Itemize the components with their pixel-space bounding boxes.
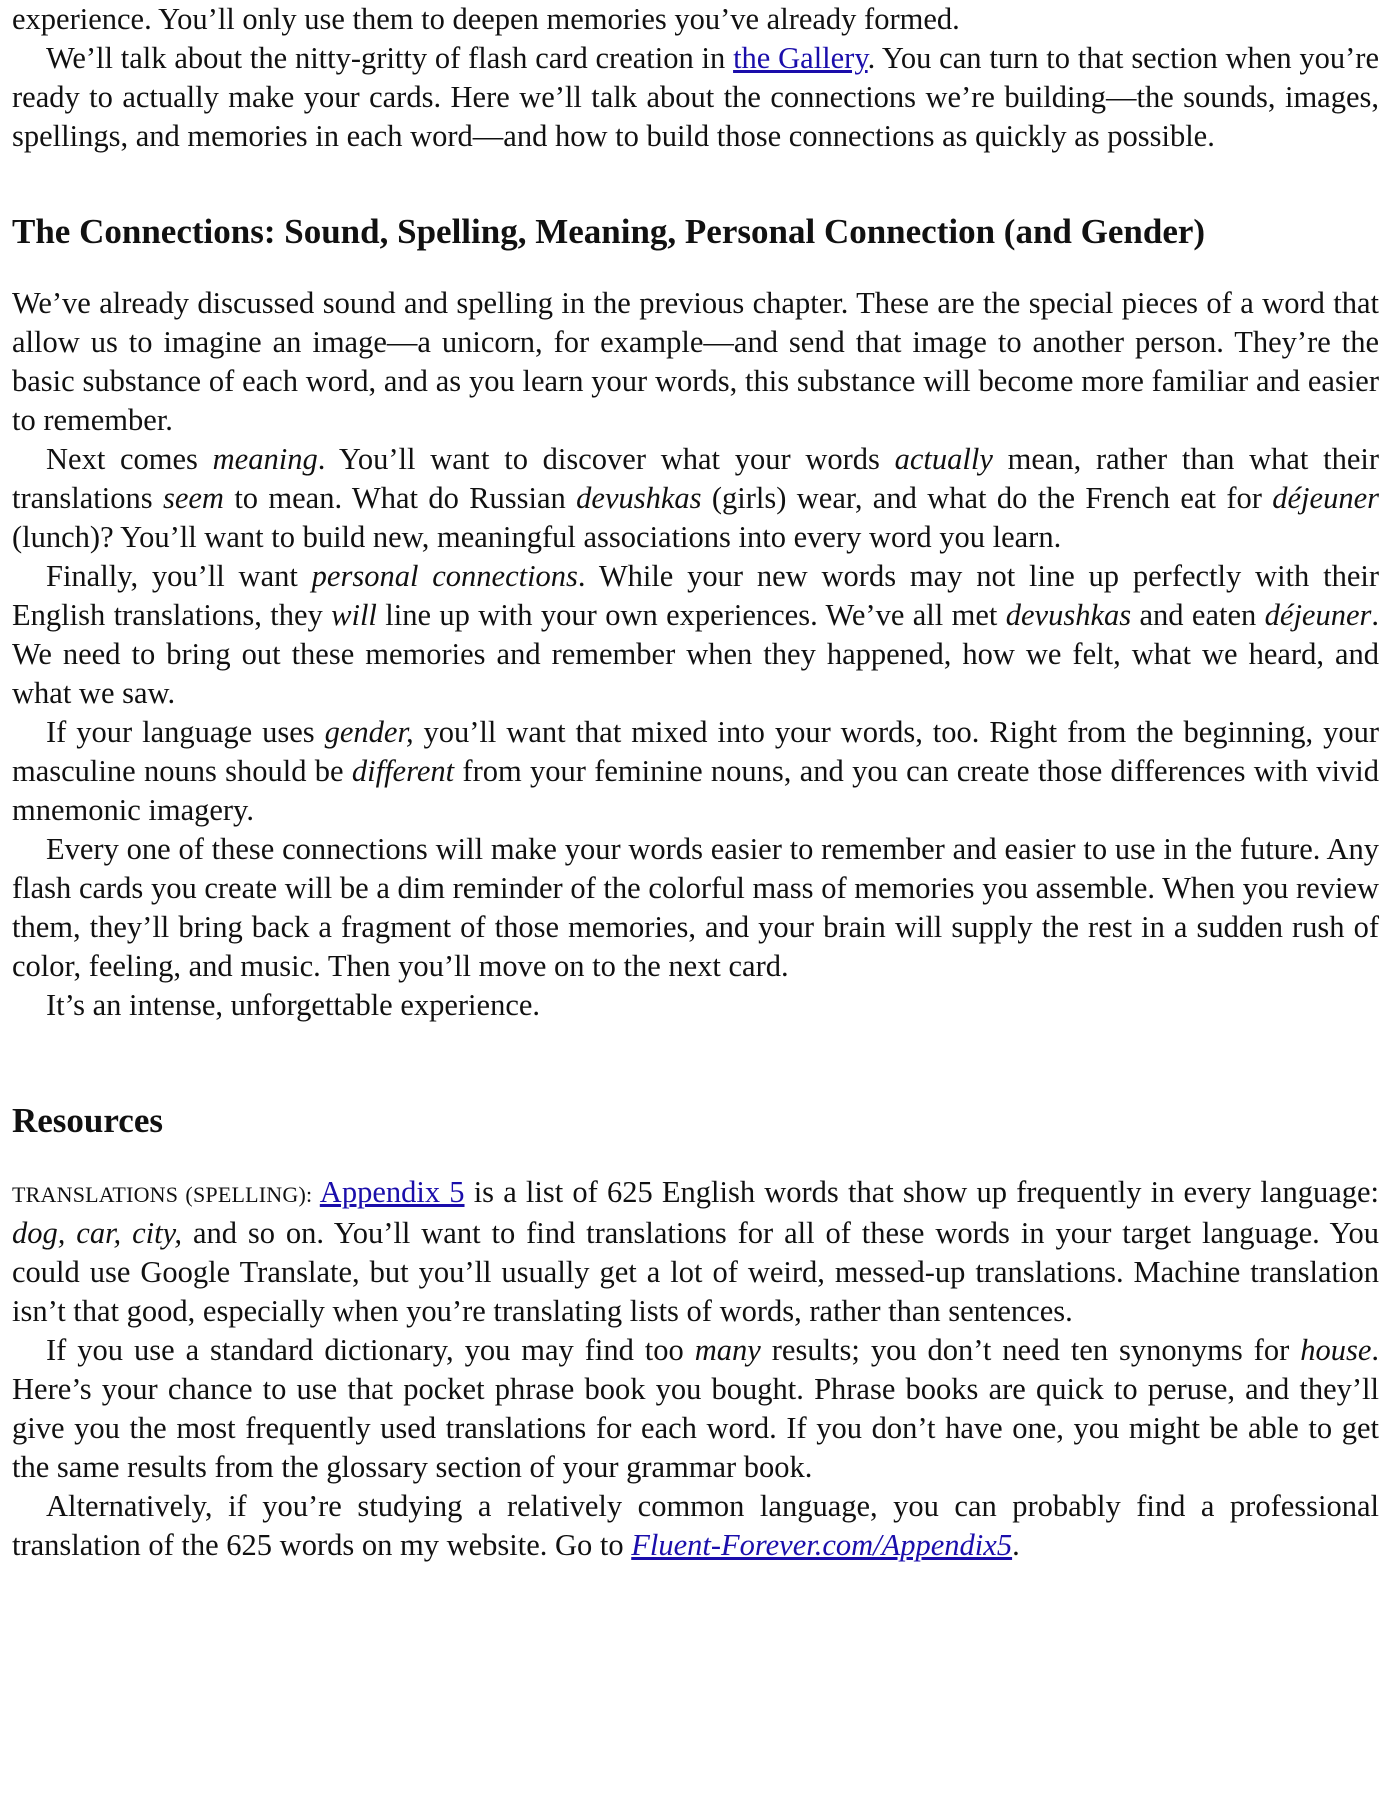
body-text: to mean. What do Russian — [223, 481, 577, 515]
intro-text: . You can turn to that section when you’re ready to actually make your cards. Here we’ll talk about the connections we’re building—the sounds, images, spellings, and memories in each word—and how to build those connections as quickly as possible. — [12, 41, 1379, 153]
emphasis: déjeuner — [1272, 481, 1379, 515]
body-text: and eaten — [1131, 598, 1265, 632]
body-text: and so on. You’ll want to find translations for all of these words in your target language. You could use Google Translate, but you’ll usually get a lot of weird, messed-up translations. Machine translation isn’t that good, especially when you’re translating lists of words, rather than sentences. — [12, 1216, 1379, 1328]
body-text: It’s an intense, unforgettable experience. — [46, 988, 541, 1022]
emphasis: personal connections — [311, 559, 578, 593]
website-link-text[interactable]: Fluent-Forever.com/Appendix5 — [631, 1528, 1013, 1562]
body-text: Next comes — [46, 442, 213, 476]
body-text: . We need to bring out these memories and remember when they happened, how we felt, what we heard, and what we saw. — [12, 598, 1379, 710]
intro-paragraph-1 — [12, 0, 1379, 39]
resources-paragraph-3 — [12, 1487, 1379, 1565]
gallery-link[interactable]: the Gallery — [733, 41, 868, 75]
website-link[interactable] — [631, 1528, 1012, 1562]
emphasis: meaning — [212, 442, 318, 476]
body-text: . — [1012, 1528, 1020, 1562]
emphasis: many — [694, 1333, 761, 1367]
connections-heading: The Connections: Sound, Spelling, Meaning, Personal Connection (and Gender) — [12, 212, 1206, 251]
document-page — [12, 0, 1379, 1565]
body-text: . While your new words may not line up perfectly with their English translations, they — [12, 559, 1379, 632]
body-text: If you use a standard dictionary, you may find too — [46, 1333, 695, 1367]
resources-paragraph-1 — [12, 1173, 1379, 1331]
emphasis: devushkas — [1005, 598, 1132, 632]
intro-text: We’ll talk about the nitty-gritty of flash card creation in — [46, 41, 734, 75]
connections-paragraph-1 — [12, 284, 1379, 440]
body-text: you’ll want that mixed into your words, too. Right from the beginning, your masculine nouns should be — [12, 715, 1379, 788]
translations-label: TRANSLATIONS (SPELLING): — [12, 1182, 313, 1207]
resources-paragraph-2 — [12, 1331, 1379, 1487]
connections-paragraph-2 — [12, 440, 1379, 557]
intro-paragraph-2 — [12, 39, 1379, 156]
body-text: is a list of 625 English words that show up frequently in every language: — [464, 1175, 1379, 1209]
emphasis: seem — [162, 481, 224, 515]
body-text: We’ve already discussed sound and spelling in the previous chapter. These are the special pieces of a word that allow us to imagine an image—a unicorn, for example—and send that image to another person. They’re the basic substance of each word, and as you learn your words, this substance will become more familiar and easier to remember. — [12, 286, 1379, 437]
emphasis: gender, — [324, 715, 414, 749]
body-text: (girls) wear, and what do the French eat for — [701, 481, 1273, 515]
resources-heading: Resources — [12, 1101, 163, 1140]
body-text: . You’ll want to discover what your words — [317, 442, 895, 476]
body-text: Finally, you’ll want — [46, 559, 312, 593]
intro-text: experience. You’ll only use them to deepen memories you’ve already formed. — [12, 2, 960, 36]
body-text: Alternatively, if you’re studying a relatively common language, you can probably find a professional translation of the 625 words on my website. Go to — [12, 1489, 1379, 1562]
body-text: . Here’s your chance to use that pocket phrase book you bought. Phrase books are quick to peruse, and they’ll give you the most frequently used translations for each word. If you don’t have one, you might be able to get the same results from the glossary section of your grammar book. — [12, 1333, 1379, 1484]
body-text: from your feminine nouns, and you can create those differences with vivid mnemonic imagery. — [12, 754, 1379, 827]
connections-paragraph-4 — [12, 713, 1379, 830]
body-text: If your language uses — [46, 715, 325, 749]
body-text: Every one of these connections will make your words easier to remember and easier to use in the future. Any flash cards you create will be a dim reminder of the colorful mass of memories you assemble. When you review them, they’ll bring back a fragment of those memories, and your brain will supply the rest in a sudden rush of color, feeling, and music. Then you’ll move on to the next card. — [12, 832, 1379, 983]
connections-paragraph-5 — [12, 830, 1379, 986]
emphasis: devushkas — [576, 481, 702, 515]
body-text: line up with your own experiences. We’ve all met — [376, 598, 1006, 632]
emphasis: déjeuner — [1264, 598, 1372, 632]
emphasis: dog, car, city, — [12, 1216, 183, 1250]
body-text: results; you don’t need ten synonyms for — [760, 1333, 1301, 1367]
connections-paragraph-6 — [12, 986, 1379, 1025]
emphasis: actually — [894, 442, 993, 476]
appendix-5-link[interactable]: Appendix 5 — [319, 1175, 465, 1209]
connections-paragraph-3 — [12, 557, 1379, 713]
body-text: (lunch)? You’ll want to build new, meaningful associations into every word you learn. — [12, 520, 1062, 554]
emphasis: house — [1300, 1333, 1372, 1367]
emphasis: different — [351, 754, 455, 788]
emphasis: will — [331, 598, 377, 632]
body-text: mean, rather than what their translations — [12, 442, 1379, 515]
